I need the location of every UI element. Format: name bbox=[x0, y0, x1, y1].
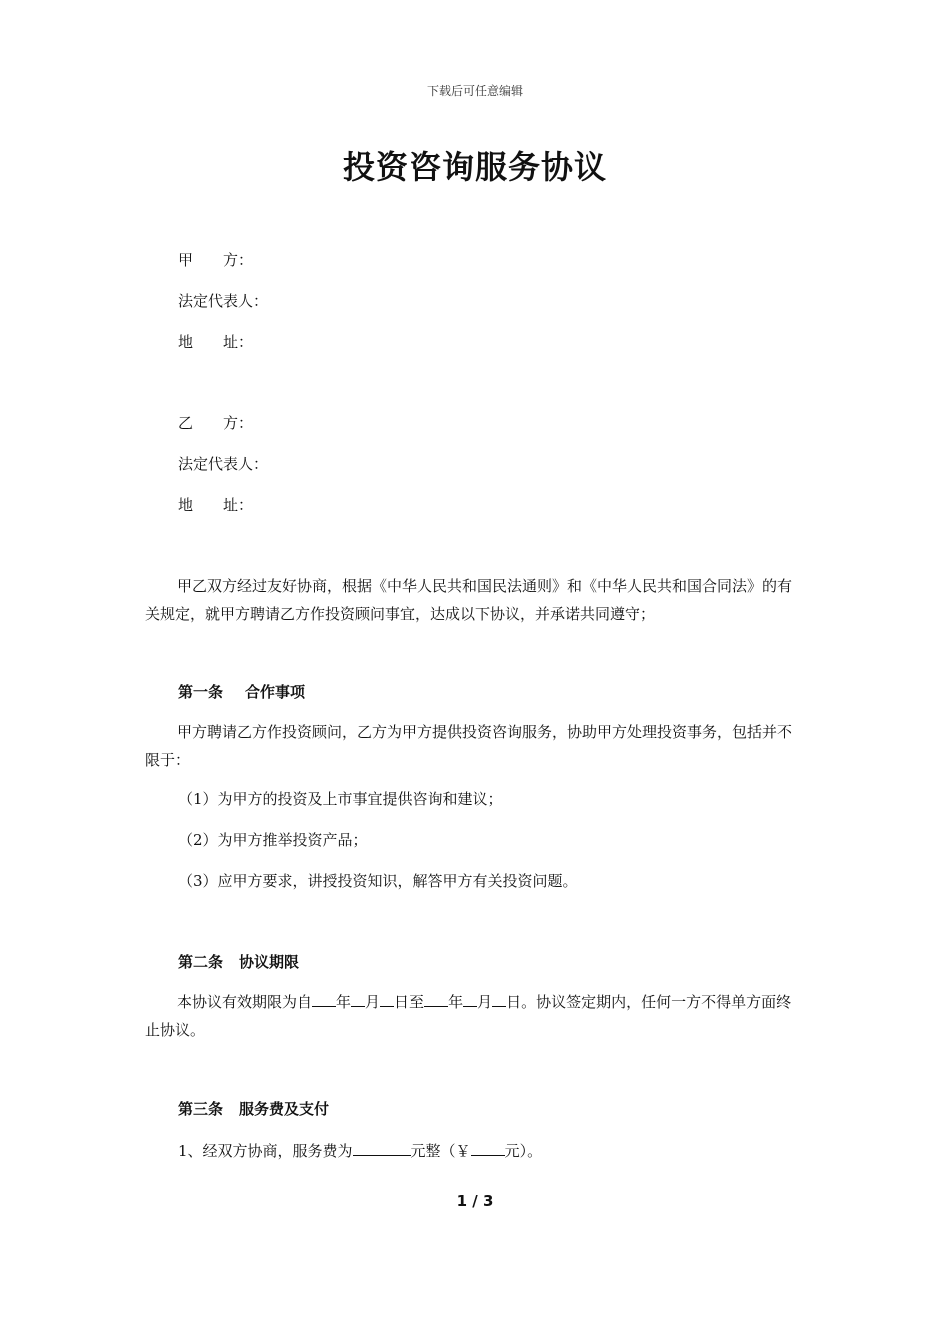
article-1-number: 第一条 bbox=[178, 683, 224, 701]
party-b-label: 乙 方： bbox=[178, 414, 254, 432]
party-a-label: 甲 方： bbox=[178, 251, 254, 269]
header-note: 下载后可任意编辑 bbox=[426, 84, 523, 98]
article-2-title: 协议期限 bbox=[239, 953, 300, 971]
article-2-number: 第二条 bbox=[178, 953, 224, 971]
day-to-label: 日至 bbox=[394, 993, 425, 1011]
year-label: 年 bbox=[448, 993, 464, 1011]
end-month-blank bbox=[463, 990, 477, 1007]
fee-text-start: 1、经双方协商，服务费为 bbox=[178, 1142, 353, 1160]
term-text-start: 本协议有效期限为自 bbox=[177, 993, 313, 1011]
start-day-blank bbox=[380, 990, 394, 1007]
preamble-paragraph: 甲乙双方经过友好协商，根据《中华人民共和国民法通则》和《中华人民共和国合同法》的有关规定，就甲方聘请乙方作投资顾问事宜，达成以下协议，并承诺共同遵守； bbox=[145, 577, 793, 623]
page-number: 1 / 3 bbox=[456, 1192, 494, 1210]
article-3-number: 第三条 bbox=[178, 1100, 224, 1118]
article-2-heading bbox=[178, 951, 299, 972]
party-a-address-label: 地 址： bbox=[178, 333, 254, 351]
document-title: 投资咨询服务协议 bbox=[342, 148, 607, 186]
start-month-blank bbox=[351, 990, 365, 1007]
article-1-item-1: （1）为甲方的投资及上市事宜提供咨询和建议； bbox=[178, 790, 503, 808]
party-b-address-label: 地 址： bbox=[178, 496, 254, 514]
fee-amount-blank bbox=[353, 1139, 411, 1156]
fee-text-end: 元）。 bbox=[504, 1142, 543, 1160]
article-1-item-3: （3）应甲方要求，讲授投资知识，解答甲方有关投资问题。 bbox=[178, 872, 578, 890]
article-1-intro: 甲方聘请乙方作投资顾问，乙方为甲方提供投资咨询服务，协助甲方处理投资事务，包括并不限于： bbox=[145, 723, 793, 769]
party-b-rep-label: 法定代表人： bbox=[178, 455, 269, 473]
article-3-title: 服务费及支付 bbox=[239, 1100, 330, 1118]
article-3-heading bbox=[178, 1098, 329, 1119]
day-label: 日。 bbox=[506, 993, 537, 1011]
term-text-end: 协议签定期内，任何一方不得单方面终止协议。 bbox=[145, 993, 792, 1039]
start-year-blank bbox=[312, 990, 336, 1007]
party-a-rep-label: 法定代表人： bbox=[178, 292, 269, 310]
end-day-blank bbox=[492, 990, 506, 1007]
fee-number-blank bbox=[471, 1139, 505, 1156]
article-1-heading bbox=[178, 681, 305, 702]
article-2-paragraph bbox=[145, 988, 800, 1044]
month-label: 月 bbox=[477, 993, 493, 1011]
article-1-item-2: （2）为甲方推举投资产品； bbox=[178, 831, 368, 849]
year-label: 年 bbox=[336, 993, 352, 1011]
article-3-clause-1 bbox=[178, 1139, 542, 1163]
fee-text-mid: 元整（￥ bbox=[410, 1142, 471, 1160]
month-label: 月 bbox=[365, 993, 381, 1011]
article-1-title: 合作事项 bbox=[245, 683, 306, 701]
end-year-blank bbox=[424, 990, 448, 1007]
